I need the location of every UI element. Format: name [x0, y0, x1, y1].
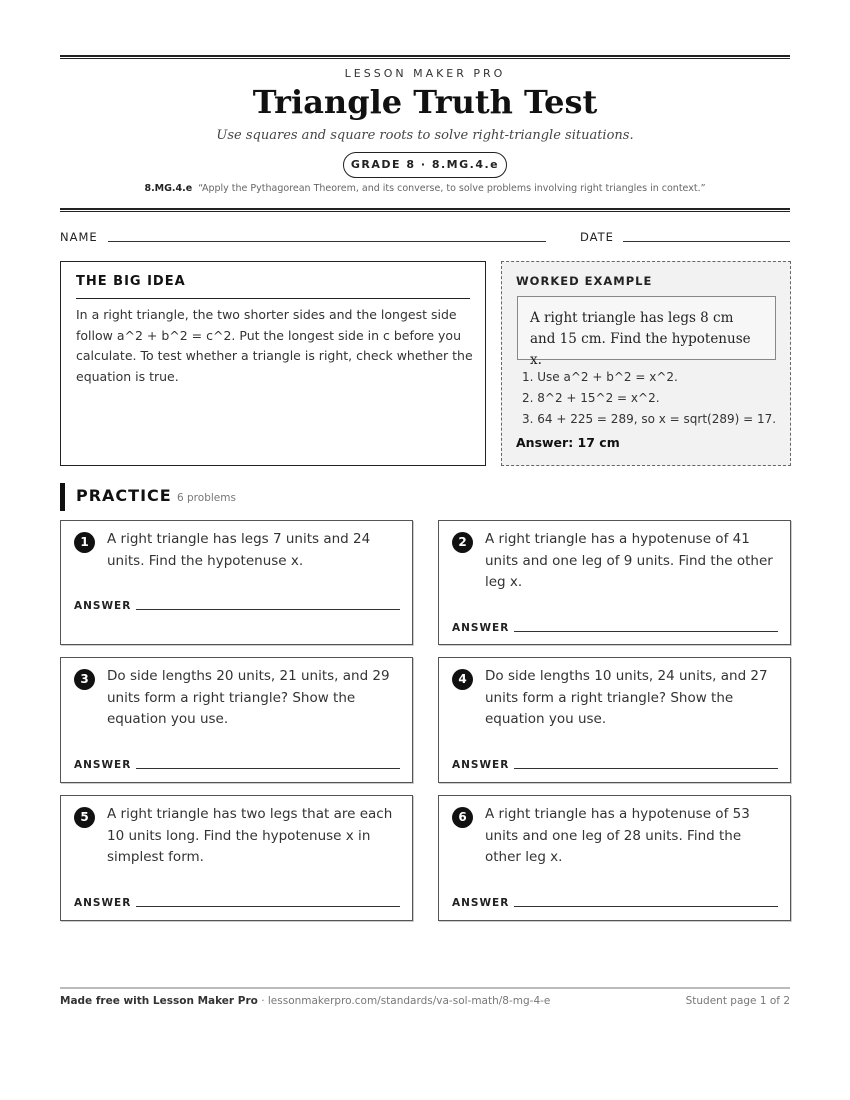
worked-example-steps: [522, 367, 776, 430]
answer-line[interactable]: [514, 906, 778, 907]
practice-count: 6 problems: [177, 492, 236, 504]
answer-label: ANSWER: [452, 897, 510, 909]
grade-badge: GRADE 8 · 8.MG.4.e: [343, 152, 507, 178]
worksheet-title: Triangle Truth Test: [252, 83, 598, 121]
practice-accent-bar: [60, 483, 65, 511]
header-bottom-rule: [60, 208, 790, 212]
big-idea-divider: [76, 298, 470, 299]
big-idea-text: In a right triangle, the two shorter sides and the longest side follow a^2 + b^2 = c^2. Put the longest side in c before you calculate. To test whether a triangle is right, check whether the equation is true.: [76, 307, 473, 384]
date-field[interactable]: [623, 241, 790, 242]
problem-card-4: [438, 657, 791, 783]
answer-label: ANSWER: [452, 759, 510, 771]
problem-text: A right triangle has legs 7 units and 24 units. Find the hypotenuse x.: [107, 531, 371, 569]
problem-number: 4: [452, 669, 473, 690]
problem-card-6: [438, 795, 791, 921]
worked-example-box: [501, 261, 791, 466]
worked-example-answer: Answer: 17 cm: [516, 435, 620, 450]
answer-label: ANSWER: [452, 622, 510, 634]
worked-example-step: 2. 8^2 + 15^2 = x^2.: [522, 391, 660, 405]
problem-text: A right triangle has a hypotenuse of 53 units and one leg of 28 units. Find the other leg x.: [485, 806, 750, 865]
problem-text: A right triangle has two legs that are each 10 units long. Find the hypotenuse x in simplest form.: [107, 806, 393, 865]
name-label: NAME: [60, 230, 98, 244]
answer-line[interactable]: [514, 631, 778, 632]
problem-text: Do side lengths 20 units, 21 units, and 29 units form a right triangle? Show the equation you use.: [107, 668, 390, 727]
worked-example-step: 3. 64 + 225 = 289, so x = sqrt(289) = 17.: [522, 412, 777, 426]
answer-line[interactable]: [136, 906, 400, 907]
page-indicator: Student page 1 of 2: [685, 995, 790, 1007]
footer-url[interactable]: · lessonmakerpro.com/standards/va-sol-math/8-mg-4-e: [257, 995, 551, 1007]
answer-line[interactable]: [136, 609, 400, 610]
worked-example-problem: A right triangle has legs 8 cm and 15 cm. Find the hypotenuse x.: [517, 296, 776, 360]
problem-text: Do side lengths 10 units, 24 units, and 27 units form a right triangle? Show the equation you use.: [485, 668, 768, 727]
practice-heading: PRACTICE: [76, 486, 172, 505]
date-label: DATE: [580, 230, 614, 244]
standard-description: [60, 183, 790, 194]
header-top-rule: [60, 55, 790, 59]
problem-card-2: [438, 520, 791, 645]
problem-number: 5: [74, 807, 95, 828]
problem-number: 3: [74, 669, 95, 690]
footer-made-with: Made free with Lesson Maker Pro: [60, 995, 258, 1007]
footer-rule: [60, 987, 790, 989]
problem-card-1: [60, 520, 413, 645]
answer-line[interactable]: [136, 768, 400, 769]
worksheet-subtitle: Use squares and square roots to solve right-triangle situations.: [216, 128, 634, 143]
standard-code: 8.MG.4.e: [144, 183, 193, 194]
problem-card-5: [60, 795, 413, 921]
problem-card-3: [60, 657, 413, 783]
worked-example-step: 1. Use a^2 + b^2 = x^2.: [522, 370, 678, 384]
problem-number: 6: [452, 807, 473, 828]
answer-label: ANSWER: [74, 600, 132, 612]
brand-name: LESSON MAKER PRO: [344, 67, 506, 80]
answer-label: ANSWER: [74, 759, 132, 771]
big-idea-heading: THE BIG IDEA: [76, 274, 186, 289]
footer-credit: [60, 995, 550, 1007]
name-field[interactable]: [108, 241, 546, 242]
answer-line[interactable]: [514, 768, 778, 769]
big-idea-box: [60, 261, 486, 466]
problem-text: A right triangle has a hypotenuse of 41 units and one leg of 9 units. Find the other leg x.: [485, 531, 773, 590]
problem-number: 2: [452, 532, 473, 553]
standard-text: “Apply the Pythagorean Theorem, and its converse, to solve problems involving right triangles in context.”: [198, 183, 706, 194]
worked-example-heading: WORKED EXAMPLE: [516, 274, 653, 288]
problem-number: 1: [74, 532, 95, 553]
answer-label: ANSWER: [74, 897, 132, 909]
